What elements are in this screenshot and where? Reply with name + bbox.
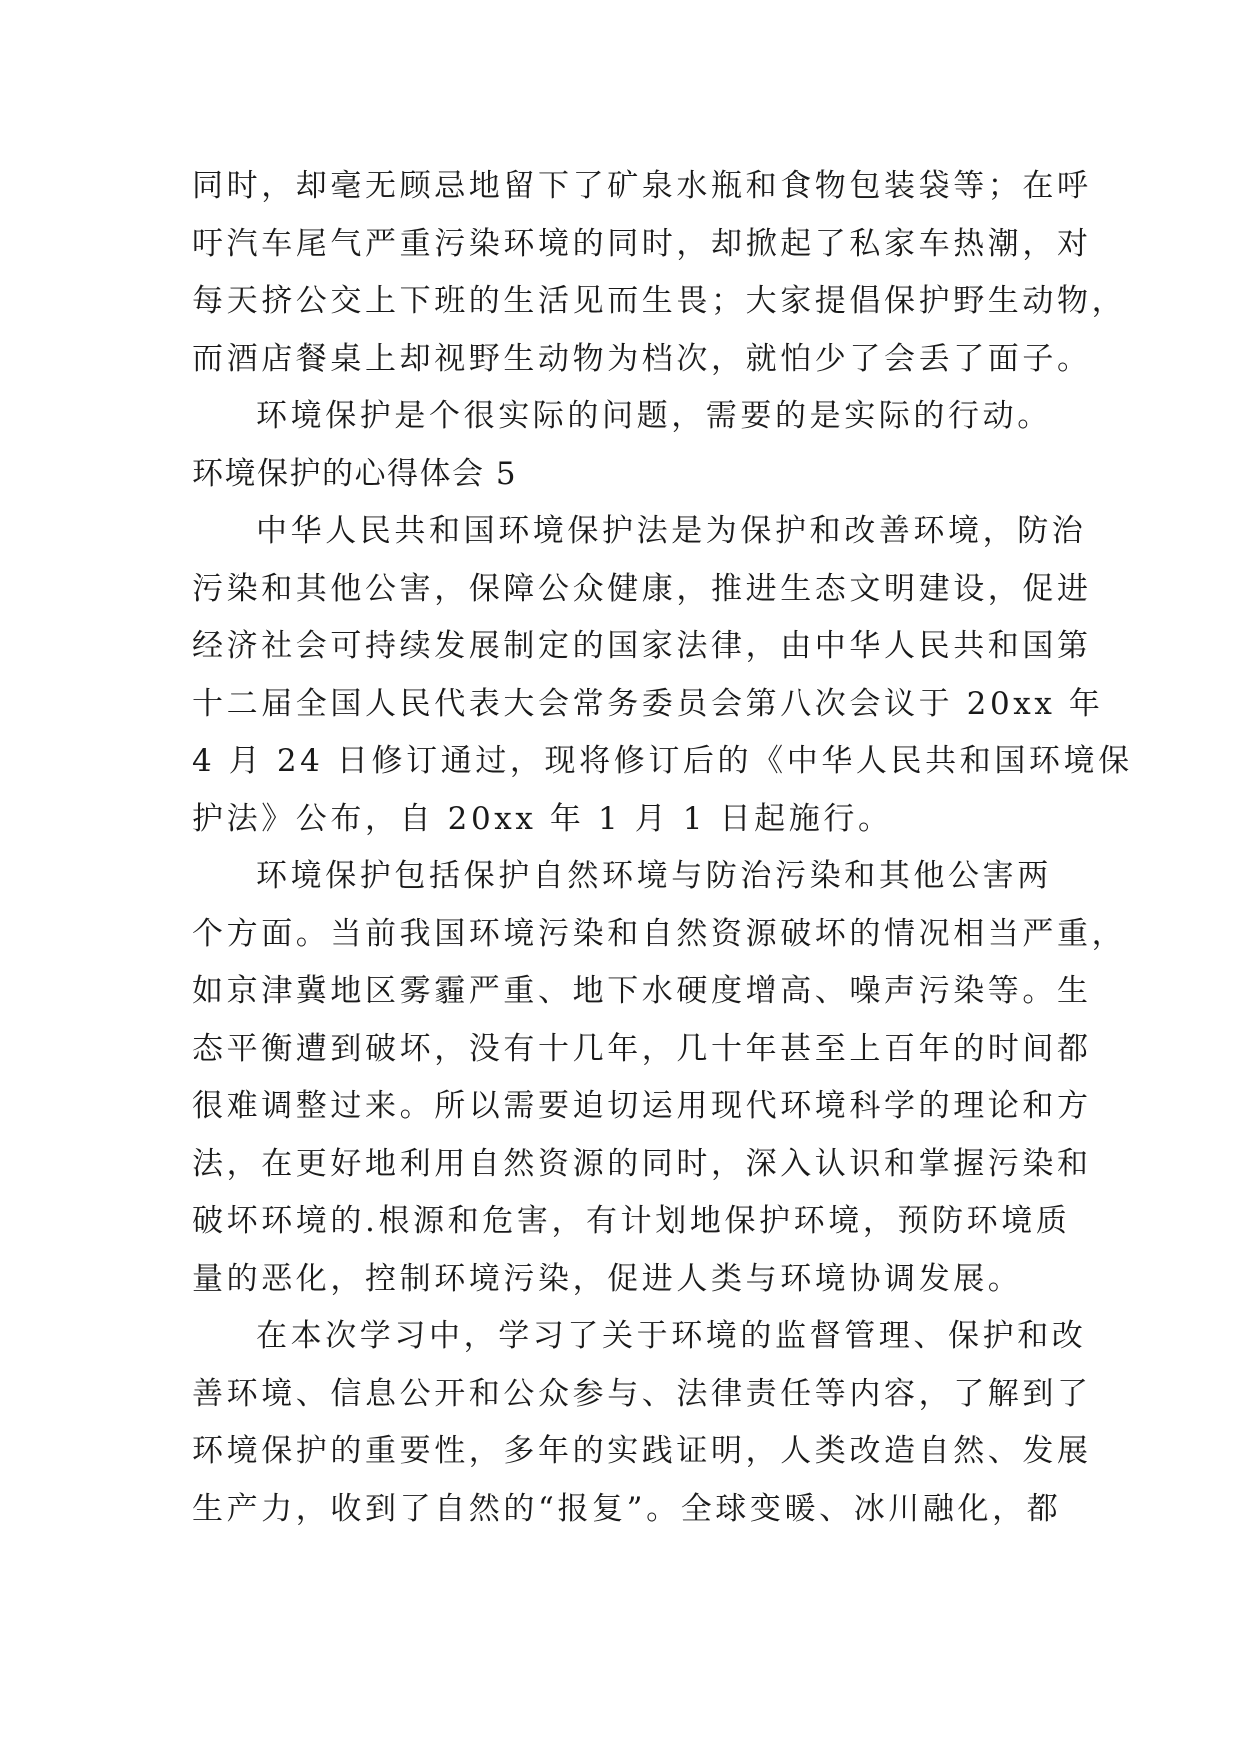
text-line: 吁汽车尾气严重污染环境的同时，却掀起了私家车热潮，对 [192, 225, 1092, 262]
text-line: 善环境、信息公开和公众参与、法律责任等内容，了解到了 [192, 1375, 1092, 1412]
text-line: 很难调整过来。所以需要迫切运用现代环境科学的理论和方 [192, 1088, 1092, 1124]
text-line: 经济社会可持续发展制定的国家法律，由中华人民共和国第 [192, 628, 1092, 664]
text-line: 量的恶化，控制环境污染，促进人类与环境协调发展。 [192, 1260, 1023, 1297]
text-line: 4 月 24 日修订通过，现将修订后的《中华人民共和国环境保 [192, 743, 1133, 779]
text-line: 每天挤公交上下班的生活见而生畏；大家提倡保护野生动物， [192, 283, 1127, 319]
section-heading: 环境保护的心得体会 5 [192, 455, 518, 492]
text-line: 护法》公布，自 20xx 年 1 月 1 日起施行。 [192, 800, 893, 837]
text-line: 生产力，收到了自然的“报复”。全球变暖、冰川融化，都 [192, 1490, 1062, 1527]
text-line: 环境保护是个很实际的问题，需要的是实际的行动。 [256, 398, 1052, 434]
text-line: 十二届全国人民代表大会常务委员会第八次会议于 20xx 年 [192, 685, 1104, 722]
text-line: 态平衡遭到破坏，没有十几年，几十年甚至上百年的时间都 [192, 1030, 1092, 1067]
document-body [192, 158, 1133, 1538]
text-line: 个方面。当前我国环境污染和自然资源破坏的情况相当严重， [192, 915, 1127, 952]
text-line: 破坏环境的.根源和危害，有计划地保护环境，预防环境质 [192, 1203, 1071, 1239]
text-line: 而酒店餐桌上却视野生动物为档次，就怕少了会丢了面子。 [192, 340, 1092, 377]
text-line: 中华人民共和国环境保护法是为保护和改善环境，防治 [256, 513, 1087, 549]
text-line: 法，在更好地利用自然资源的同时，深入认识和掌握污染和 [192, 1145, 1092, 1182]
text-line: 环境保护包括保护自然环境与防治污染和其他公害两 [256, 858, 1052, 894]
text-line: 污染和其他公害，保障公众健康，推进生态文明建设，促进 [192, 570, 1092, 607]
text-line: 同时，却毫无顾忌地留下了矿泉水瓶和食物包装袋等；在呼 [192, 168, 1092, 204]
text-line: 如京津冀地区雾霾严重、地下水硬度增高、噪声污染等。生 [192, 973, 1092, 1009]
text-line: 在本次学习中，学习了关于环境的监督管理、保护和改 [256, 1318, 1087, 1354]
text-line: 环境保护的重要性，多年的实践证明，人类改造自然、发展 [192, 1433, 1092, 1469]
